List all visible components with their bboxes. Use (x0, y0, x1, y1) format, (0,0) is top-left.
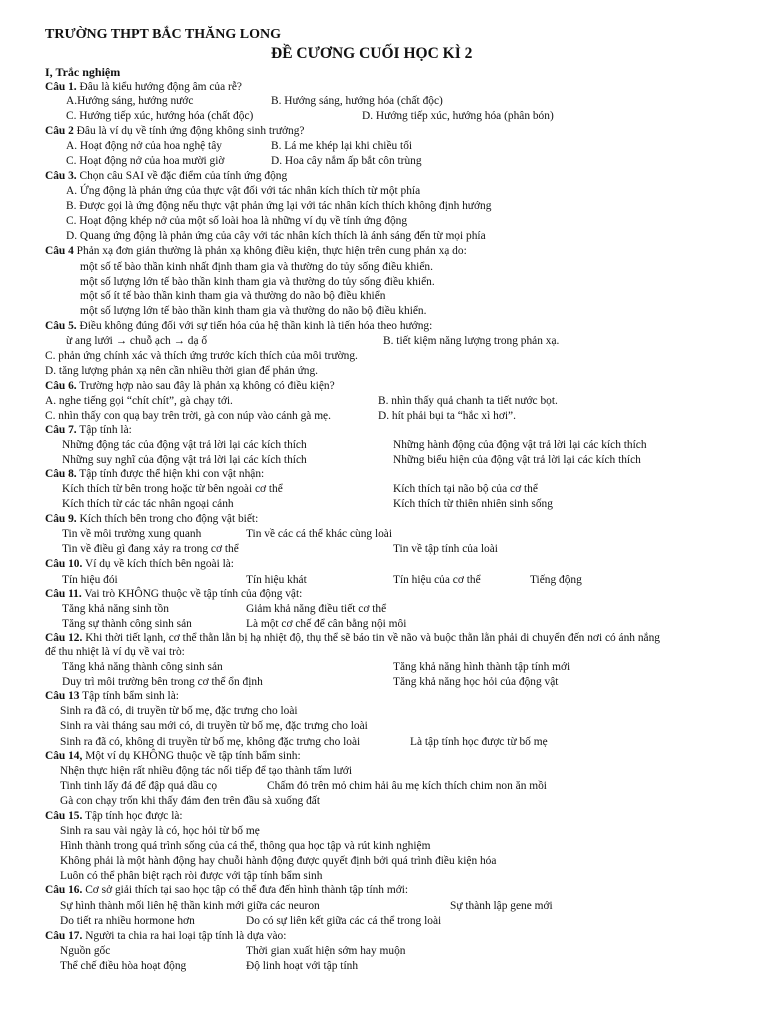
option: D. Hoa cây nắm ấp bắt côn trùng (271, 155, 422, 167)
option: Sự hình thành mối liên hệ thần kinh mới giữa các neuron (60, 900, 320, 912)
question-5 (45, 320, 432, 333)
option: Tăng khả năng sinh tồn (62, 603, 169, 615)
option: Duy trì môi trường bên trong cơ thể ổn định (62, 676, 263, 688)
question-label: Câu 12. (45, 632, 83, 644)
question-text: Kích thích bên trong cho động vật biết: (76, 513, 259, 525)
question-label: Câu 8. (45, 468, 77, 480)
option: C. Hoạt động nở của hoa mười giờ (66, 155, 225, 167)
question-text: Điều không đúng đối với sự tiến hóa của hệ thần kinh là tiến hóa theo hướng: (76, 320, 433, 332)
option: Kích thích từ bên trong hoặc từ bên ngoài cơ thể (62, 483, 283, 495)
question-label: Câu 1. (45, 81, 77, 93)
question-text: Tập tính được thể hiện khi con vật nhận: (76, 468, 265, 480)
option: C. Hoạt động khép nở của một số loài hoa là những ví dụ về tính ứng động (66, 215, 408, 227)
option: Những biểu hiện của động vật trả lời lại các kích thích (393, 454, 641, 466)
question-8 (45, 468, 264, 481)
option: Kích thích từ thiên nhiên sinh sống (393, 498, 553, 510)
question-label: Câu 13 (45, 690, 80, 702)
option: Sự thành lập gene mới (450, 900, 553, 912)
option: D. Hướng tiếp xúc, hướng hóa (phân bón) (362, 110, 554, 122)
option: Là tập tính học được từ bố mẹ (410, 736, 548, 748)
question-12 (45, 632, 660, 645)
option: Tăng khả năng học hỏi của động vật (393, 676, 559, 688)
question-label: Câu 16. (45, 884, 83, 896)
option: Sinh ra sau vài ngày là có, học hỏi từ bố mẹ (60, 825, 260, 837)
option: Nhện thực hiện rất nhiều động tác nối tiếp để tạo thành tấm lưới (60, 765, 352, 777)
option: B. tiết kiệm năng lượng trong phản xạ. (383, 335, 560, 347)
question-label: Câu 4 (45, 245, 74, 257)
option: A. nghe tiếng gọi “chít chít”, gà chạy tới. (45, 395, 233, 407)
question-text: Tập tính học được là: (82, 810, 183, 822)
option: Hình thành trong quá trình sống của cá thể, thông qua học tập và rút kinh nghiệm (60, 840, 431, 852)
option: Giảm khả năng điều tiết cơ thể (246, 603, 387, 615)
question-16 (45, 884, 408, 897)
option: D. Quang ứng động là phản ứng của cây với tác nhân kích thích là ánh sáng đến từ mọi phía (66, 230, 486, 242)
option: Sinh ra đã có, không di truyền từ bố mẹ, không đặc trưng cho loài (60, 736, 361, 748)
option: một số lượng lớn tế bào thần kinh tham gia và thường do tủy sống điều khiển. (80, 276, 435, 288)
option: Kích thích từ các tác nhân ngoại cảnh (62, 498, 234, 510)
option: Tin về môi trường xung quanh (62, 528, 202, 540)
option: D. tăng lượng phản xạ nên cần nhiều thời gian để phản ứng. (45, 365, 319, 377)
question-text: Trường hợp nào sau đây là phản xạ không có điều kiện? (76, 380, 335, 392)
option: C. nhìn thấy con quạ bay trên trời, gà con núp vào cánh gà mẹ. (45, 410, 331, 422)
option: một số tế bào thần kinh nhất định tham gia và thường do tủy sống điều khiển. (80, 261, 433, 273)
option: D. hít phải bụi ta “hắc xì hơi”. (378, 410, 516, 422)
option: A. Ứng động là phản ứng của thực vật đối với tác nhân kích thích từ một phía (66, 185, 421, 197)
question-label: Câu 5. (45, 320, 77, 332)
question-text: Chọn câu SAI về đặc điểm của tính ứng động (76, 170, 288, 182)
question-7 (45, 424, 132, 437)
question-2 (45, 125, 304, 138)
question-text: Ví dụ về kích thích bên ngoài là: (82, 558, 234, 570)
question-text: Tập tính bẩm sinh là: (79, 690, 179, 702)
option: Tinh tinh lấy đá để đập quả dầu cọ (60, 780, 218, 792)
question-1 (45, 81, 242, 94)
option: Do có sự liên kết giữa các cá thể trong loài (246, 915, 442, 927)
question-label: Câu 2 (45, 125, 74, 137)
question-label: Câu 14, (45, 750, 83, 762)
option: Gà con chạy trốn khi thấy đám đen trên đầu sà xuống đất (60, 795, 321, 807)
option: Tín hiệu khát (246, 574, 307, 586)
question-6 (45, 380, 335, 393)
question-10 (45, 558, 234, 571)
option: B. Hướng sáng, hướng hóa (chất độc) (271, 95, 443, 107)
question-text: Cơ sở giải thích tại sao học tập có thể đưa đến hình thành tập tính mới: (82, 884, 409, 896)
option: B. Được gọi là ứng động nếu thực vật phản ứng lại với tác nhân kích thích không định hướng (66, 200, 492, 212)
option: C. Hướng tiếp xúc, hướng hóa (chất độc) (66, 110, 254, 122)
option: A. Hoạt động nở của hoa nghệ tây (66, 140, 222, 152)
option: C. phản ứng chính xác và thích ứng trước kích thích của môi trường. (45, 350, 358, 362)
question-9 (45, 513, 258, 526)
option: Luôn có thể phân biệt rạch ròi được với tập tính bẩm sinh (60, 870, 323, 882)
option: Thể chế điều hòa hoạt động (60, 960, 187, 972)
question-text: Đâu là ví dụ về tính ứng động không sinh trưởng? (73, 125, 305, 137)
option: B. nhìn thấy quả chanh ta tiết nước bọt. (378, 395, 558, 407)
option: Không phải là một hành động hay chuỗi hành động được quyết định bởi quá trình điều kiện hóa (60, 855, 497, 867)
option: Độ linh hoạt với tập tính (246, 960, 359, 972)
question-label: Câu 17. (45, 930, 83, 942)
question-label: Câu 10. (45, 558, 83, 570)
question-11 (45, 588, 302, 601)
option: B. Lá me khép lại khi chiều tối (271, 140, 413, 152)
section-heading: I, Trắc nghiệm (45, 65, 121, 79)
option: Thời gian xuất hiện sớm hay muộn (246, 945, 406, 957)
option: Tín hiệu đói (62, 574, 118, 586)
question-label: Câu 15. (45, 810, 83, 822)
option: Sinh ra vài tháng sau mới có, di truyền từ bố mẹ, đặc trưng cho loài (60, 720, 368, 732)
question-text: Phản xạ đơn giản thường là phản xạ không điều kiện, thực hiện trên cung phản xạ do: (73, 245, 467, 257)
option: Do tiết ra nhiều hormone hơn (60, 915, 195, 927)
option: Tăng khả năng hình thành tập tính mới (393, 661, 571, 673)
question-13 (45, 690, 179, 703)
question-15 (45, 810, 183, 823)
option: Những động tác của động vật trả lời lại các kích thích (62, 439, 307, 451)
document-title: ĐỀ CƯƠNG CUỐI HỌC KÌ 2 (271, 45, 473, 62)
option: Tăng sự thành công sinh sản (62, 618, 192, 630)
question-text-continued: để thu nhiệt là ví dụ về vai trò: (45, 646, 185, 658)
option: một số lượng lớn tế bào thần kinh tham gia và thường do não bộ điều khiển. (80, 305, 427, 317)
option: ừ ang lưới → chuỗ ạch → dạ ố (66, 335, 208, 347)
option: Kích thích tại não bộ của cơ thể (393, 483, 538, 495)
question-text: Đâu là kiểu hướng động âm của rễ? (76, 81, 242, 93)
option: A.Hướng sáng, hướng nước (66, 95, 194, 107)
option: Sinh ra đã có, di truyền từ bố mẹ, đặc trưng cho loài (60, 705, 298, 717)
option: Tin về điều gì đang xảy ra trong cơ thể (62, 543, 239, 555)
option: Những hành động của động vật trả lời lại các kích thích (393, 439, 647, 451)
question-text: Một ví dụ KHÔNG thuộc về tập tính bẩm sinh: (82, 750, 301, 762)
question-4 (45, 245, 467, 258)
option: Tin về tập tính của loài (393, 543, 498, 555)
option: Tiếng động (530, 574, 582, 586)
question-label: Câu 11. (45, 588, 82, 600)
option: Tin về các cá thể khác cùng loài (246, 528, 393, 540)
question-text: Khi thời tiết lạnh, cơ thể thằn lằn bị hạ nhiệt độ, thụ thể sẽ báo tin về não và buộc thằn lằn phải di chuyển đến nơi có ánh nắng (82, 632, 660, 644)
question-text: Tập tính là: (76, 424, 132, 436)
option: Tăng khả năng thành công sinh sản (62, 661, 223, 673)
question-17 (45, 930, 286, 943)
option: một số ít tế bào thần kinh tham gia và thường do não bộ điều khiển (80, 290, 386, 302)
question-label: Câu 3. (45, 170, 77, 182)
option: Tín hiệu của cơ thể (393, 574, 481, 586)
school-name: TRƯỜNG THPT BẮC THĂNG LONG (45, 27, 281, 42)
question-3 (45, 170, 287, 183)
question-label: Câu 7. (45, 424, 77, 436)
question-label: Câu 6. (45, 380, 77, 392)
option: Những suy nghĩ của động vật trả lời lại các kích thích (62, 454, 307, 466)
option: Nguồn gốc (60, 945, 111, 957)
question-text: Vai trò KHÔNG thuộc về tập tính của động vật: (81, 588, 303, 600)
question-text: Người ta chia ra hai loại tập tính là dựa vào: (82, 930, 287, 942)
question-14 (45, 750, 301, 763)
option: Là một cơ chế để cân bằng nội môi (246, 618, 407, 630)
question-label: Câu 9. (45, 513, 77, 525)
option: Chấm đỏ trên mỏ chim hải âu mẹ kích thích chim non ăn mồi (267, 780, 547, 792)
